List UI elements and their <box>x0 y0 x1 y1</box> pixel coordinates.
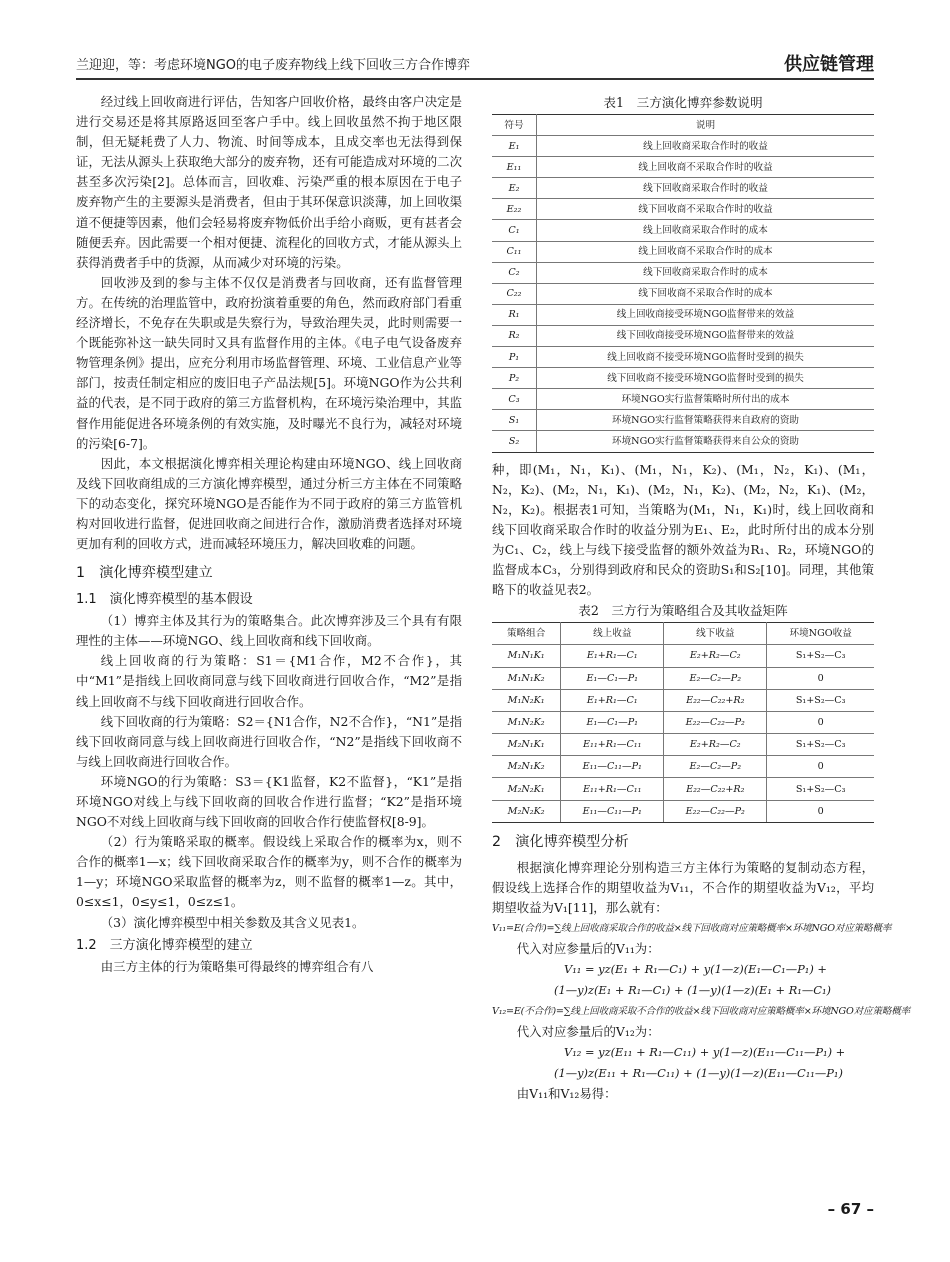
table2-cell: E₁₁+R₁—C₁₁ <box>561 778 664 800</box>
paragraph: （1）博弈主体及其行为的策略集合。此次博弈涉及三个具有有限理性的主体——环境NGO、线上回收商和线下回收商。 <box>76 613 462 649</box>
table2-row <box>492 756 874 778</box>
table2-cell: E₁—C₁—P₁ <box>561 711 664 733</box>
table2-caption: 表2 三方行为策略组合及其收益矩阵 <box>578 603 788 619</box>
table2-cell: E₁₁+R₁—C₁₁ <box>561 734 664 756</box>
page-number: – 67 – <box>827 1200 874 1218</box>
table2 <box>492 622 874 823</box>
table1-desc-cell: 线下回收商不采取合作时的收益 <box>537 199 875 220</box>
table1-symbol-cell: S₁ <box>492 410 537 431</box>
section-heading: 1 演化博弈模型建立 <box>76 565 213 582</box>
table1-desc-cell: 线下回收商不采取合作时的成本 <box>537 283 875 304</box>
formula-v12-definition: V₁₂=E(不合作)=∑线上回收商采取不合作的收益×线下回收商对应策略概率×环境NGO对应策略概率 <box>492 1006 911 1018</box>
table1-symbol-cell: C₃ <box>492 389 537 410</box>
table1-desc-cell: 线上回收商采取合作时的成本 <box>537 220 875 241</box>
table1-symbol-cell: C₂ <box>492 262 537 283</box>
table2-cell: 0 <box>767 756 874 778</box>
table2-cell: E₂+R₂—C₂ <box>664 645 767 667</box>
table2-cell: E₂—C₂—P₂ <box>664 756 767 778</box>
table1-row <box>492 178 874 199</box>
table2-cell: S₁+S₂—C₃ <box>767 645 874 667</box>
table1-row <box>492 431 874 452</box>
table2-cell: E₁+R₁—C₁ <box>561 689 664 711</box>
table1-row <box>492 368 874 389</box>
table1-desc-cell: 线上回收商不采取合作时的收益 <box>537 157 875 178</box>
paragraph: 线下回收商的行为策略：S2＝{N1合作，N2不合作}，“N1”是指线下回收商同意与线上回收商进行回收合作，“N2”是指线下回收商不与线上回收商进行回收合作。 <box>76 713 462 769</box>
table2-header-cell: 线下收益 <box>664 623 767 645</box>
table1-desc-cell: 环境NGO实行监督策略获得来自公众的资助 <box>537 431 875 452</box>
table2-cell: 0 <box>767 711 874 733</box>
table1-row <box>492 220 874 241</box>
formula-v11-line1: V₁₁ = yz(E₁ + R₁—C₁) + y(1—z)(E₁—C₁—P₁) + <box>564 962 827 977</box>
table2-cell: E₂+R₂—C₂ <box>664 734 767 756</box>
table1-symbol-cell: C₁ <box>492 220 537 241</box>
table1-symbol-cell: E₂ <box>492 178 537 199</box>
paragraph: 代入对应参量后的V₁₂为： <box>516 1024 660 1040</box>
paragraph: 经过线上回收商进行评估，告知客户回收价格，最终由客户决定是进行交易还是将其原路返回至客户手中。线上回收虽然不拘于地区限制，但无疑耗费了人力、物流、时间等成本，且成交率也无法得到保证，无法从源头上获取绝大部分的废弃物，还有可能造成对环境的二次甚至多次污染[2]。总体而言，回收难、污染严重的根本原因在于电子废弃物产生的主要源头是消费者，但由于其环保意识淡薄，加上回收渠道不便捷等因素，他们会轻易将废弃物低价出手给小商贩，更有甚者会随便丢弃。因此需要一个相对便捷、流程化的回收方式，才能从源头上获得消费者手中的货源，从而减少对环境的污染。 <box>76 94 462 270</box>
table1-header-symbol: 符号 <box>492 115 537 136</box>
table2-cell: M₂N₂K₁ <box>492 778 561 800</box>
formula-v11-definition: V₁₁=E(合作)=∑线上回收商采取合作的收益×线下回收商对应策略概率×环境NGO对应策略概率 <box>492 923 892 935</box>
table1-desc-cell: 线下回收商采取合作时的成本 <box>537 262 875 283</box>
table2-cell: M₂N₂K₂ <box>492 800 561 822</box>
table2-cell: E₁—C₁—P₁ <box>561 667 664 689</box>
formula-v12-line1: V₁₂ = yz(E₁₁ + R₁—C₁₁) + y(1—z)(E₁₁—C₁₁—P₁) + <box>564 1045 846 1060</box>
left-column <box>76 92 462 977</box>
table2-cell: E₂₂—C₂₂—P₂ <box>664 711 767 733</box>
paragraph: 种，即(M₁，N₁，K₁)、(M₁，N₁，K₂)、(M₁，N₂，K₁)、(M₁，N₂，K₂)、(M₂，N₁，K₁)、(M₂，N₁，K₂)、(M₂，N₂，K₁)、(M₂，N₂，K₂)。根据表1可知，当策略为(M₁，N₁，K₁)时，线上回收商和线下回收商采取合作时的收益分别为E₁、E₂，此时所付出的成本分别为C₁、C₂，线上与线下接受监督的额外效益为R₁、R₂，环境NGO的监督成本C₃，分别得到政府和民众的资助S₁和S₂[10]。同理，其他策略下的收益见表2。 <box>492 461 874 598</box>
table2-cell: E₁₁—C₁₁—P₁ <box>561 756 664 778</box>
table1-desc-cell: 线上回收商采取合作时的收益 <box>537 136 875 157</box>
table1-symbol-cell: P₂ <box>492 368 537 389</box>
paragraph: 由V₁₁和V₁₂易得： <box>516 1086 617 1102</box>
table1-header-row <box>492 115 874 136</box>
table1-row <box>492 304 874 325</box>
table1-desc-cell: 线下回收商采取合作时的收益 <box>537 178 875 199</box>
table1-row <box>492 136 874 157</box>
table2-cell: M₁N₂K₂ <box>492 711 561 733</box>
table1-row <box>492 347 874 368</box>
table2-cell: 0 <box>767 800 874 822</box>
paragraph: 线上回收商的行为策略：S1＝{M1合作，M2不合作}，其中“M1”是指线上回收商同意与线下回收商进行回收合作，“M2”是指线上回收商不与线下回收商进行回收合作。 <box>76 653 462 709</box>
table2-cell: M₂N₁K₂ <box>492 756 561 778</box>
section-heading: 2 演化博弈模型分析 <box>492 833 629 850</box>
right-column <box>492 92 911 1104</box>
table2-cell: S₁+S₂—C₃ <box>767 689 874 711</box>
table2-row <box>492 734 874 756</box>
paragraph: 因此，本文根据演化博弈相关理论构建由环境NGO、线上回收商及线下回收商组成的三方演化博弈模型，通过分析三方主体在不同策略下的动态变化，探究环境NGO是否能作为不同于政府的第三方监管机构对回收进行监督，促进回收商之间进行合作，激励消费者选择对环境更加有利的回收方式，进而减轻环境压力，解决回收难的问题。 <box>76 455 462 552</box>
table1-row <box>492 199 874 220</box>
table1-desc-cell: 环境NGO实行监督策略时所付出的成本 <box>537 389 875 410</box>
table2-cell: M₁N₁K₂ <box>492 667 561 689</box>
table1-row <box>492 325 874 346</box>
journal-name: 供应链管理 <box>784 54 874 75</box>
table1-symbol-cell: E₁ <box>492 136 537 157</box>
paragraph: 环境NGO的行为策略：S3＝{K1监督，K2不监督}，“K1”是指环境NGO对线上与线下回收商的回收合作进行监督；“K2”是指环境NGO不对线上回收商与线下回收商的回收合作行使监督权[8-9]。 <box>76 773 462 830</box>
table2-row <box>492 689 874 711</box>
table2-row <box>492 711 874 733</box>
paragraph: 代入对应参量后的V₁₁为： <box>516 941 660 957</box>
table1-symbol-cell: R₂ <box>492 325 537 346</box>
table1-row <box>492 410 874 431</box>
table1-symbol-cell: E₂₂ <box>492 199 537 220</box>
table1-desc-cell: 线上回收商接受环境NGO监督带来的效益 <box>537 304 875 325</box>
table2-cell: S₁+S₂—C₃ <box>767 734 874 756</box>
table2-cell: M₁N₂K₁ <box>492 689 561 711</box>
table1-symbol-cell: S₂ <box>492 431 537 452</box>
table2-cell: E₂₂—C₂₂+R₂ <box>664 689 767 711</box>
table1-symbol-cell: C₂₂ <box>492 283 537 304</box>
running-title: 兰迎迎，等：考虑环境NGO的电子废弃物线上线下回收三方合作博弈 <box>76 58 471 73</box>
subsection-heading: 1.2 三方演化博弈模型的建立 <box>76 937 253 953</box>
table1-symbol-cell: P₁ <box>492 347 537 368</box>
table2-header-cell: 线上收益 <box>561 623 664 645</box>
table2-cell: E₂₂—C₂₂—P₂ <box>664 800 767 822</box>
paragraph: （3）演化博弈模型中相关参数及其含义见表1。 <box>100 914 365 930</box>
table1-row <box>492 389 874 410</box>
table2-cell: M₁N₁K₁ <box>492 645 561 667</box>
table2-cell: E₁₁—C₁₁—P₁ <box>561 800 664 822</box>
table1-symbol-cell: R₁ <box>492 304 537 325</box>
table2-cell: 0 <box>767 667 874 689</box>
table1-row <box>492 262 874 283</box>
subsection-heading: 1.1 演化博弈模型的基本假设 <box>76 592 253 608</box>
table1-row <box>492 157 874 178</box>
table2-cell: E₂₂—C₂₂+R₂ <box>664 778 767 800</box>
table2-header-cell: 策略组合 <box>492 623 561 645</box>
table2-cell: E₂—C₂—P₂ <box>664 667 767 689</box>
table2-cell: E₁+R₁—C₁ <box>561 645 664 667</box>
table2-row <box>492 778 874 800</box>
table2-cell: M₂N₁K₁ <box>492 734 561 756</box>
table2-row <box>492 667 874 689</box>
paragraph: 回收涉及到的参与主体不仅仅是消费者与回收商，还有监督管理方。在传统的治理监管中，政府扮演着重要的角色，然而政府部门看重经济增长，不免存在失职或是失察行为，导致治理失灵，此时则需要一个既能弥补这一缺失同时又具有监督作用的主体。《电子电气设备废弃物管理条例》提出，应充分利用市场监督管理、环境、工业信息产业等部门，按责任制定相应的废旧电子产品法规[5]。环境NGO作为公共利益的代表，是不同于政府的第三方监督机构，在环境污染治理中，其监督作用能促进各环境条例的有效实施，及时曝光不良行为，减轻对环境的污染[6-7]。 <box>76 274 462 451</box>
table1-desc-cell: 线下回收商接受环境NGO监督带来的效益 <box>537 325 875 346</box>
paragraph: 由三方主体的行为策略集可得最终的博弈组合有八 <box>100 958 374 974</box>
table1-symbol-cell: E₁₁ <box>492 157 537 178</box>
table1-desc-cell: 线下回收商不接受环境NGO监督时受到的损失 <box>537 368 875 389</box>
table2-row <box>492 645 874 667</box>
table1-row <box>492 283 874 304</box>
header-rule <box>76 78 874 80</box>
table1 <box>492 114 874 453</box>
table2-header-row <box>492 623 874 645</box>
table1-desc-cell: 线上回收商不采取合作时的成本 <box>537 241 875 262</box>
table2-row <box>492 800 874 822</box>
table2-cell: S₁+S₂—C₃ <box>767 778 874 800</box>
table1-row <box>492 241 874 262</box>
table1-symbol-cell: C₁₁ <box>492 241 537 262</box>
paragraph: 根据演化博弈理论分别构造三方主体行为策略的复制动态方程，假设线上选择合作的期望收益为V₁₁，不合作的期望收益为V₁₂，平均期望收益为V₁[11]，那么就有： <box>492 859 874 916</box>
table1-caption: 表1 三方演化博弈参数说明 <box>603 95 763 110</box>
table2-header-cell: 环境NGO收益 <box>767 623 874 645</box>
paragraph: （2）行为策略采取的概率。假设线上采取合作的概率为x，则不合作的概率1—x；线下回收商采取合作的概率为y，则不合作的概率为1—y；环境NGO采取监督的概率为z，则不监督的概率1—z。其中，0≤x≤1，0≤y≤1，0≤z≤1。 <box>76 834 462 910</box>
table1-desc-cell: 环境NGO实行监督策略获得来自政府的资助 <box>537 410 875 431</box>
formula-v12-line2: (1—y)z(E₁₁ + R₁—C₁₁) + (1—y)(1—z)(E₁₁—C₁₁—P₁) <box>554 1066 843 1081</box>
table1-header-desc: 说明 <box>537 115 875 136</box>
formula-v11-line2: (1—y)z(E₁ + R₁—C₁) + (1—y)(1—z)(E₁ + R₁—C₁) <box>554 983 831 998</box>
table1-desc-cell: 线上回收商不接受环境NGO监督时受到的损失 <box>537 347 875 368</box>
